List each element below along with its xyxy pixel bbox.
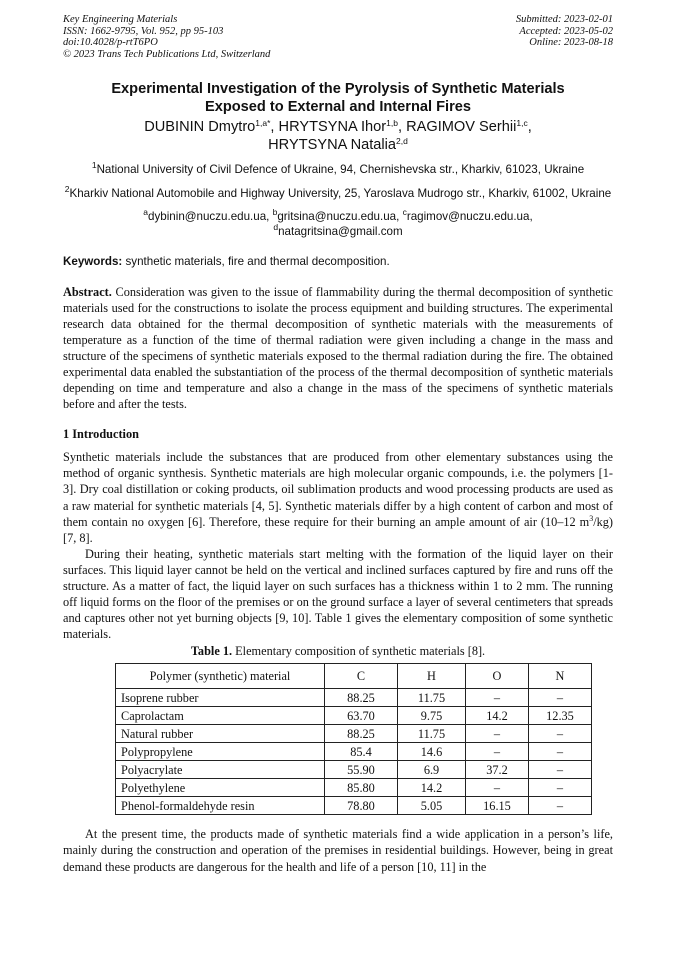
- email-d[interactable]: $^d$natagritsina@gmail.com: [273, 221, 403, 238]
- journal-copyright: © 2023 Trans Tech Publications Ltd, Switzerland: [63, 48, 271, 60]
- composition-table: [115, 663, 592, 815]
- paper-page: [63, 14, 613, 875]
- online-date: Online: 2023-08-18: [529, 37, 613, 48]
- header-material: Polymer (synthetic) material: [116, 664, 325, 689]
- author-3: RAGIMOV Serhii$^{1,c}$,: [406, 118, 532, 135]
- journal-name: Key Engineering Materials: [63, 14, 178, 25]
- author-1: DUBININ Dmytro$^{1,a*}$,: [144, 118, 279, 135]
- author-2: HRYTSYNA Ihor$^{1,b}$,: [278, 118, 407, 135]
- affiliation-2: $^2$Kharkiv National Automobile and Highway University, 25, Yaroslava Mudrogo str., Kharkiv, 61002, Ukraine: [64, 183, 612, 200]
- keywords-text: synthetic materials, fire and thermal decomposition.: [122, 255, 390, 268]
- table-row: Natural rubber 88.25 11.75 – –: [116, 725, 592, 743]
- accepted-date: Accepted: 2023-05-02: [519, 25, 613, 37]
- table-header-row: [116, 664, 592, 689]
- table-row: Caprolactam 63.70 9.75 14.2 12.35: [116, 707, 592, 725]
- table-row: Polyethylene 85.80 14.2 – –: [116, 779, 592, 797]
- keywords-label: Keywords:: [63, 255, 123, 268]
- header-o: O: [466, 664, 529, 689]
- title-line-2: Exposed to External and Internal Fires: [204, 99, 471, 115]
- abstract: [63, 284, 613, 413]
- header-h: H: [398, 664, 466, 689]
- table-row: Polypropylene 85.4 14.6 – –: [116, 743, 592, 761]
- section-heading-introduction: 1 Introduction: [63, 427, 139, 442]
- submitted-date: Submitted: 2023-02-01: [515, 14, 613, 25]
- abstract-text: Consideration was given to the issue of flammability during the thermal decomposition of synthetic materials used for the constructions to isolate the process equipment and building structures. The experimental research data obtained for the thermal decomposition of synthetic materials with the measurements of temperature as a function of the time of thermal radiation were given including a change in the mass and structure of the specimens of synthetic materials exposed to the thermal radiation during the fire. The obtained experimental data enabled the substantiation of the process of the thermal decomposition of synthetic materials depending on time and temperature and also a change in the mass of the specimens of synthetic materials before and after the tests.: [63, 284, 613, 412]
- author-emails: $^a$dybinin@nuczu.edu.ua, $^b$gritsina@nuczu.edu.ua, $^c$ragimov@nuczu.edu.ua, $^d$natagritsina@gmail.com: [143, 207, 533, 238]
- journal-doi[interactable]: doi:10.4028/p-rtT6PO: [63, 37, 158, 48]
- journal-issn: ISSN: 1662-9795, Vol. 952, pp 95-103: [63, 25, 224, 37]
- table-row: Phenol-formaldehyde resin 78.80 5.05 16.15 –: [116, 797, 592, 815]
- header-n: N: [529, 664, 592, 689]
- publication-dates: [516, 14, 613, 60]
- email-c[interactable]: $^c$ragimov@nuczu.edu.ua: [402, 207, 530, 223]
- email-b[interactable]: $^b$gritsina@nuczu.edu.ua: [272, 207, 397, 223]
- paper-title: [63, 80, 613, 116]
- intro-paragraph-1: Synthetic materials include the substances that are produced from other elementary substances using the method of organic synthesis. Synthetic materials are high molecular organic compounds, i.e. the polymers [1-3]. Dry coal distillation or coking products, oil sublimation products and wood processing products are used as a raw material for synthetic materials [4, 5]. Synthetic materials differ by a high content of carbon and most of them contain no oxygen [6]. Therefore, these require for their burning an ample amount of air (10–12 $m^3/kg$) [7, 8].: [63, 450, 613, 545]
- author-4: HRYTSYNA Natalia$^{2,d}$: [268, 136, 408, 153]
- table-row: Polyacrylate 55.90 6.9 37.2 –: [116, 761, 592, 779]
- author-list: [63, 118, 613, 154]
- table-row: Isoprene rubber 88.25 11.75 – –: [116, 689, 592, 707]
- journal-header: [63, 14, 613, 60]
- header-c: C: [325, 664, 398, 689]
- affiliation-1: $^1$National University of Civil Defence of Ukraine, 94, Chernishevska str., Kharkiv, 61023, Ukraine: [91, 160, 585, 176]
- table-caption: Table 1. Elementary composition of synthetic materials [8].: [190, 644, 486, 659]
- intro-paragraph-3: At the present time, the products made of synthetic materials find a wide application in a person’s life, mainly during the construction and operation of the premises in residential buildings. However, being in great demand these products are dangerous for the health and life of a person [10, 11] in the: [63, 827, 613, 874]
- keywords: [63, 255, 613, 270]
- email-a[interactable]: $^a$dybinin@nuczu.edu.ua: [143, 207, 267, 223]
- abstract-label: Abstract.: [63, 284, 112, 299]
- journal-info: [63, 14, 270, 60]
- title-line-1: Experimental Investigation of the Pyrolysis of Synthetic Materials: [111, 81, 565, 97]
- intro-paragraph-2: During their heating, synthetic materials start melting with the formation of the liquid layer on their surfaces. This liquid layer cannot be held on the vertical and inclined surfaces captured by fire and runs off the structure. As a matter of fact, the liquid layer on such surfaces has a thickness within 1 to 2 mm. The running off liquid forms on the floor of the premises or on the ground surface a layer of several centimeters that spreads and captures other not yet burning objects [9, 10]. Table 1 gives the elementary composition of some synthetic materials.: [63, 546, 613, 642]
